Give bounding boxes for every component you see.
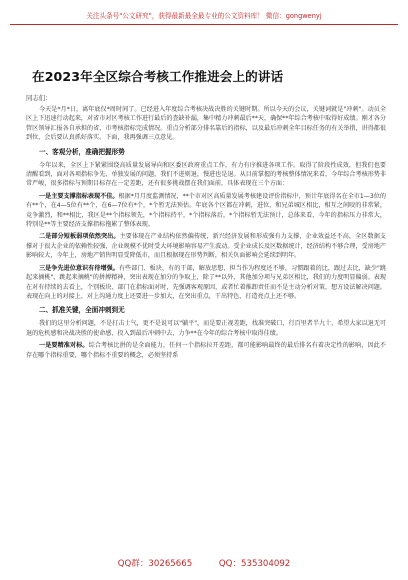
document-body [26,66,386,546]
point-lead: 二是部分短板弱项依然突出。 [39,233,120,241]
point-lead: 一是主要支撑指标表现不佳。 [39,192,119,200]
section1-paragraph: 今年以来，全区上下紧紧围绕高质量发展导向和区委区政府重点工作，有力有序推进各项工作。取得了阶段性成效，但我们也要清醒看到，面对各项指标争先、单独发展的问题，我们不进则退，慢进也是退。从目前掌握的考核整体情况来看，今年综合考核形势非常严峻，很多指标与预期目标存在一定差距，还有很多挑战摆在我们面前，具体表现在三个方面： [26,161,386,188]
intro-paragraph: 今天是*月*日，离年底仅*周时间了。已经进入年度综合考核决战决胜的关键时期。所以今天的会议，关键词就是"冲刺"。动员全区上下迅速行动起来，对省市对区考核工作进行最后的查缺补漏，集中精力冲刺最后**天，确保**年综合考核中取得好成绩。刚才各分管区领导汇报各自承担的省、市考核指标完成情况。重点分析部分排名靠后的指标，以及最后冲刺全年目标任务的有关举措，讲得都很到位，会后要认真抓好落实。下面，我再强调三点意见。 [26,106,386,142]
point-lead: 一是要精准对标。 [39,342,89,350]
header-banner: 关注头条号"公文研究"，获得最新最全最专业的公文资料库！ 微信：gongwenyj [10,10,398,25]
section1-point-1 [26,192,386,230]
point-text: 根据*月月度监测情况，**个市对区高质量发展考核建设评价指标中，预计年底得名在全市1—3位的有**个，在4—5位有**个，在6—7位有*个，*个暂无法预估。年底各个区都在冲刺，进位，和兄弟城区相比，相互之间咬的非常紧，竞争激烈，和**相比，我区是**个指标领先，*个指标持平，*个指标落后，*个指标暂无法预计，总体来看，今年的指标压力非常大，特别是**等主要经济支撑指标拖累了整体表现。 [26,192,386,229]
greeting: 同志们： [26,94,52,102]
section2-paragraph: 我们的这里分析问题，不是打击士气，更不是说可以"躺平"，而是要正视差距，找准突破口，行百里者半九十，希望大家以退无可退的危机感和决战决胜的使命感，投入到最后冲刺中去，力争**在今年的综合考核中取得佳绩。 [26,320,386,337]
point-lead: 三是争先进位意识有待增强。 [39,264,119,272]
section-heading-1: 一、客观分析，准确把握形势 [39,147,125,156]
qq-text: QQ：535304092 [218,559,291,569]
point-text: 有些部门、板块、有的干部，解放思想、担当作为程度还不够，习惯跟着的比，跟过去比，缺少"跳起来摘桃"、跳起来摘桃"的拼搏精神，突出表现在加分的争取上，除了**以外，其他加分项与兄弟区相比，我们的力度明显偏弱。表现在对有持续的去看上，个别板块、部门在指标面对时，先强调客观原因，或者忙着推卸责任而不是主动分析对策，想方设法解决问题。表现在向上的对接上，对上沟通力度上还要进一步加大，在突出重点，干出特色，打造亮点上还不够。 [26,264,386,300]
footer-contact [0,557,408,571]
section2-point-1 [26,341,386,360]
section-heading-2: 二、抓准关键，全面冲刺到无 [39,306,125,315]
point-text: 主要体现在产业结构依然偏传统，新兴经济发展和形成强有力支撑，企业效益还不高，全区数据支撑对于很大企业的依赖性较强，企业规模不优时受大环境影响容易产生波动。受企业成长及区数据统计，经济结构不够合理，受房地产影响较大，今年上，房地产销售明显受降低市，而且根据现在形势判断，相关负面影响会延续到明年。 [26,233,386,260]
qq-group-text: QQ群：30265665 [117,559,193,569]
section1-point-2 [26,232,386,260]
document-title: 在2023年全区综合考核工作推进会上的讲话 [32,69,284,84]
point-text: 综合考核比拼的是全面能力，任何一个指标拉开差距，都可能影响最终的最后排名有着决定性的影响，因此不存在哪个指标重要，哪个指标不重要的概念，必须坚持系 [26,342,386,359]
section1-point-3 [26,264,386,302]
